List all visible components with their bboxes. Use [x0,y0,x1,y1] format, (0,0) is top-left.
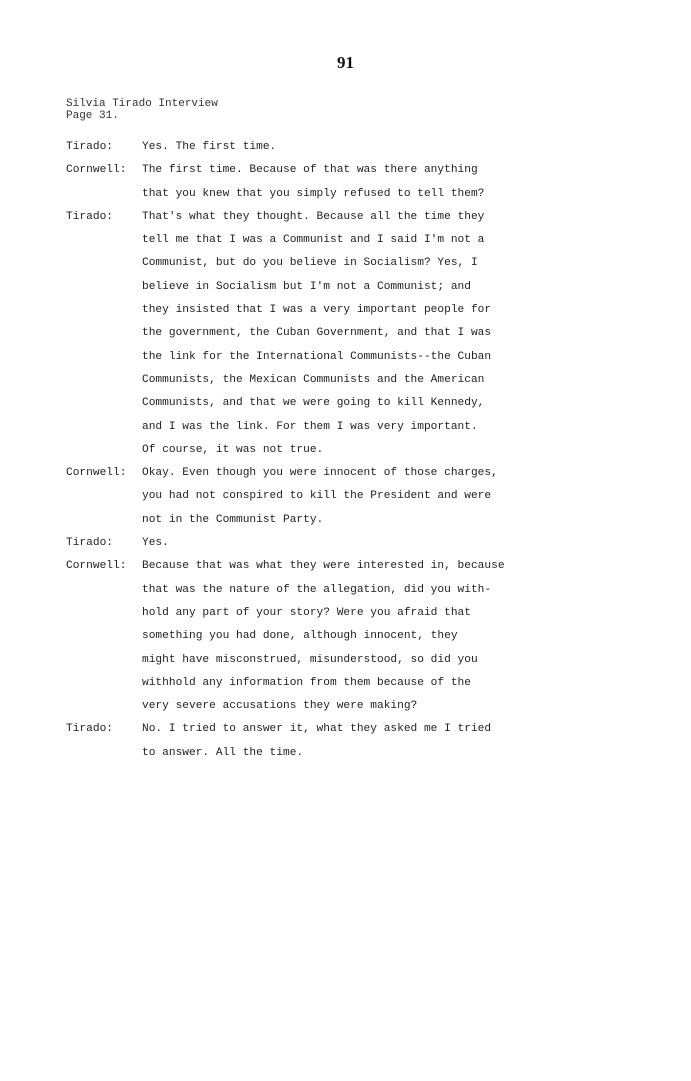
transcript-entry [66,159,666,206]
speech-text [142,206,666,462]
speech-text [142,718,666,765]
speech-line: hold any part of your story? Were you afraid that [142,606,471,619]
speech-line: Okay. Even though you were innocent of those charges, [142,467,498,480]
speech-line: the government, the Cuban Government, and that I was [142,327,492,340]
transcript-entry [66,462,666,532]
speaker-label: Tirado: [66,210,113,223]
speech-line: something you had done, although innocent, they [142,630,458,643]
speech-line: tell me that I was a Communist and I said I'm not a [142,234,485,247]
speech-text [142,555,666,718]
transcript-entry [66,532,666,555]
speech-line: to answer. All the time. [142,746,304,759]
header-page-label: Page 31. [66,110,119,122]
speaker-label: Tirado: [66,141,113,153]
speech-line: Communist, but do you believe in Socialism? Yes, I [142,257,478,270]
speech-text [142,532,666,555]
speech-line: No. I tried to answer it, what they asked me I tried [142,723,492,736]
speech-line: Yes. [142,537,169,550]
transcript-entry [66,555,666,718]
speech-text [142,159,666,206]
speech-line: Of course, it was not true. [142,443,324,456]
transcript-entry [66,718,666,765]
speech-line: very severe accusations they were making? [142,700,418,713]
speech-line: withhold any information from them because of the [142,676,471,689]
speech-line: Yes. The first time. [142,141,277,153]
speech-line: the link for the International Communists--the Cuban [142,350,492,363]
speech-line: not in the Communist Party. [142,513,324,526]
speech-line: Because that was what they were interested in, because [142,560,505,573]
speech-line: Communists, and that we were going to kill Kennedy, [142,397,485,410]
document-header [66,98,218,122]
transcript [66,136,666,765]
speech-line: and I was the link. For them I was very important. [142,420,478,433]
speech-line: they insisted that I was a very important people for [142,304,492,317]
transcript-entry [66,136,666,159]
speech-line: Communists, the Mexican Communists and the American [142,373,485,386]
speaker-label: Tirado: [66,723,113,736]
speech-line: The first time. Because of that was there anything [142,164,478,177]
speech-line: That's what they thought. Because all the time they [142,210,485,223]
speech-text [142,136,666,159]
speech-line: might have misconstrued, misunderstood, so did you [142,653,478,666]
speaker-label: Cornwell: [66,164,127,177]
speech-line: that was the nature of the allegation, did you with- [142,583,492,596]
speech-line: believe in Socialism but I'm not a Communist; and [142,280,471,293]
speech-line: that you knew that you simply refused to tell them? [142,187,485,200]
page-number: 91 [337,53,354,72]
speech-text [142,462,666,532]
speaker-label: Cornwell: [66,467,127,480]
interview-title: Silvia Tirado Interview [66,98,218,110]
speech-line: you had not conspired to kill the President and were [142,490,492,503]
speaker-label: Cornwell: [66,560,127,573]
transcript-entry [66,206,666,462]
speaker-label: Tirado: [66,537,113,550]
